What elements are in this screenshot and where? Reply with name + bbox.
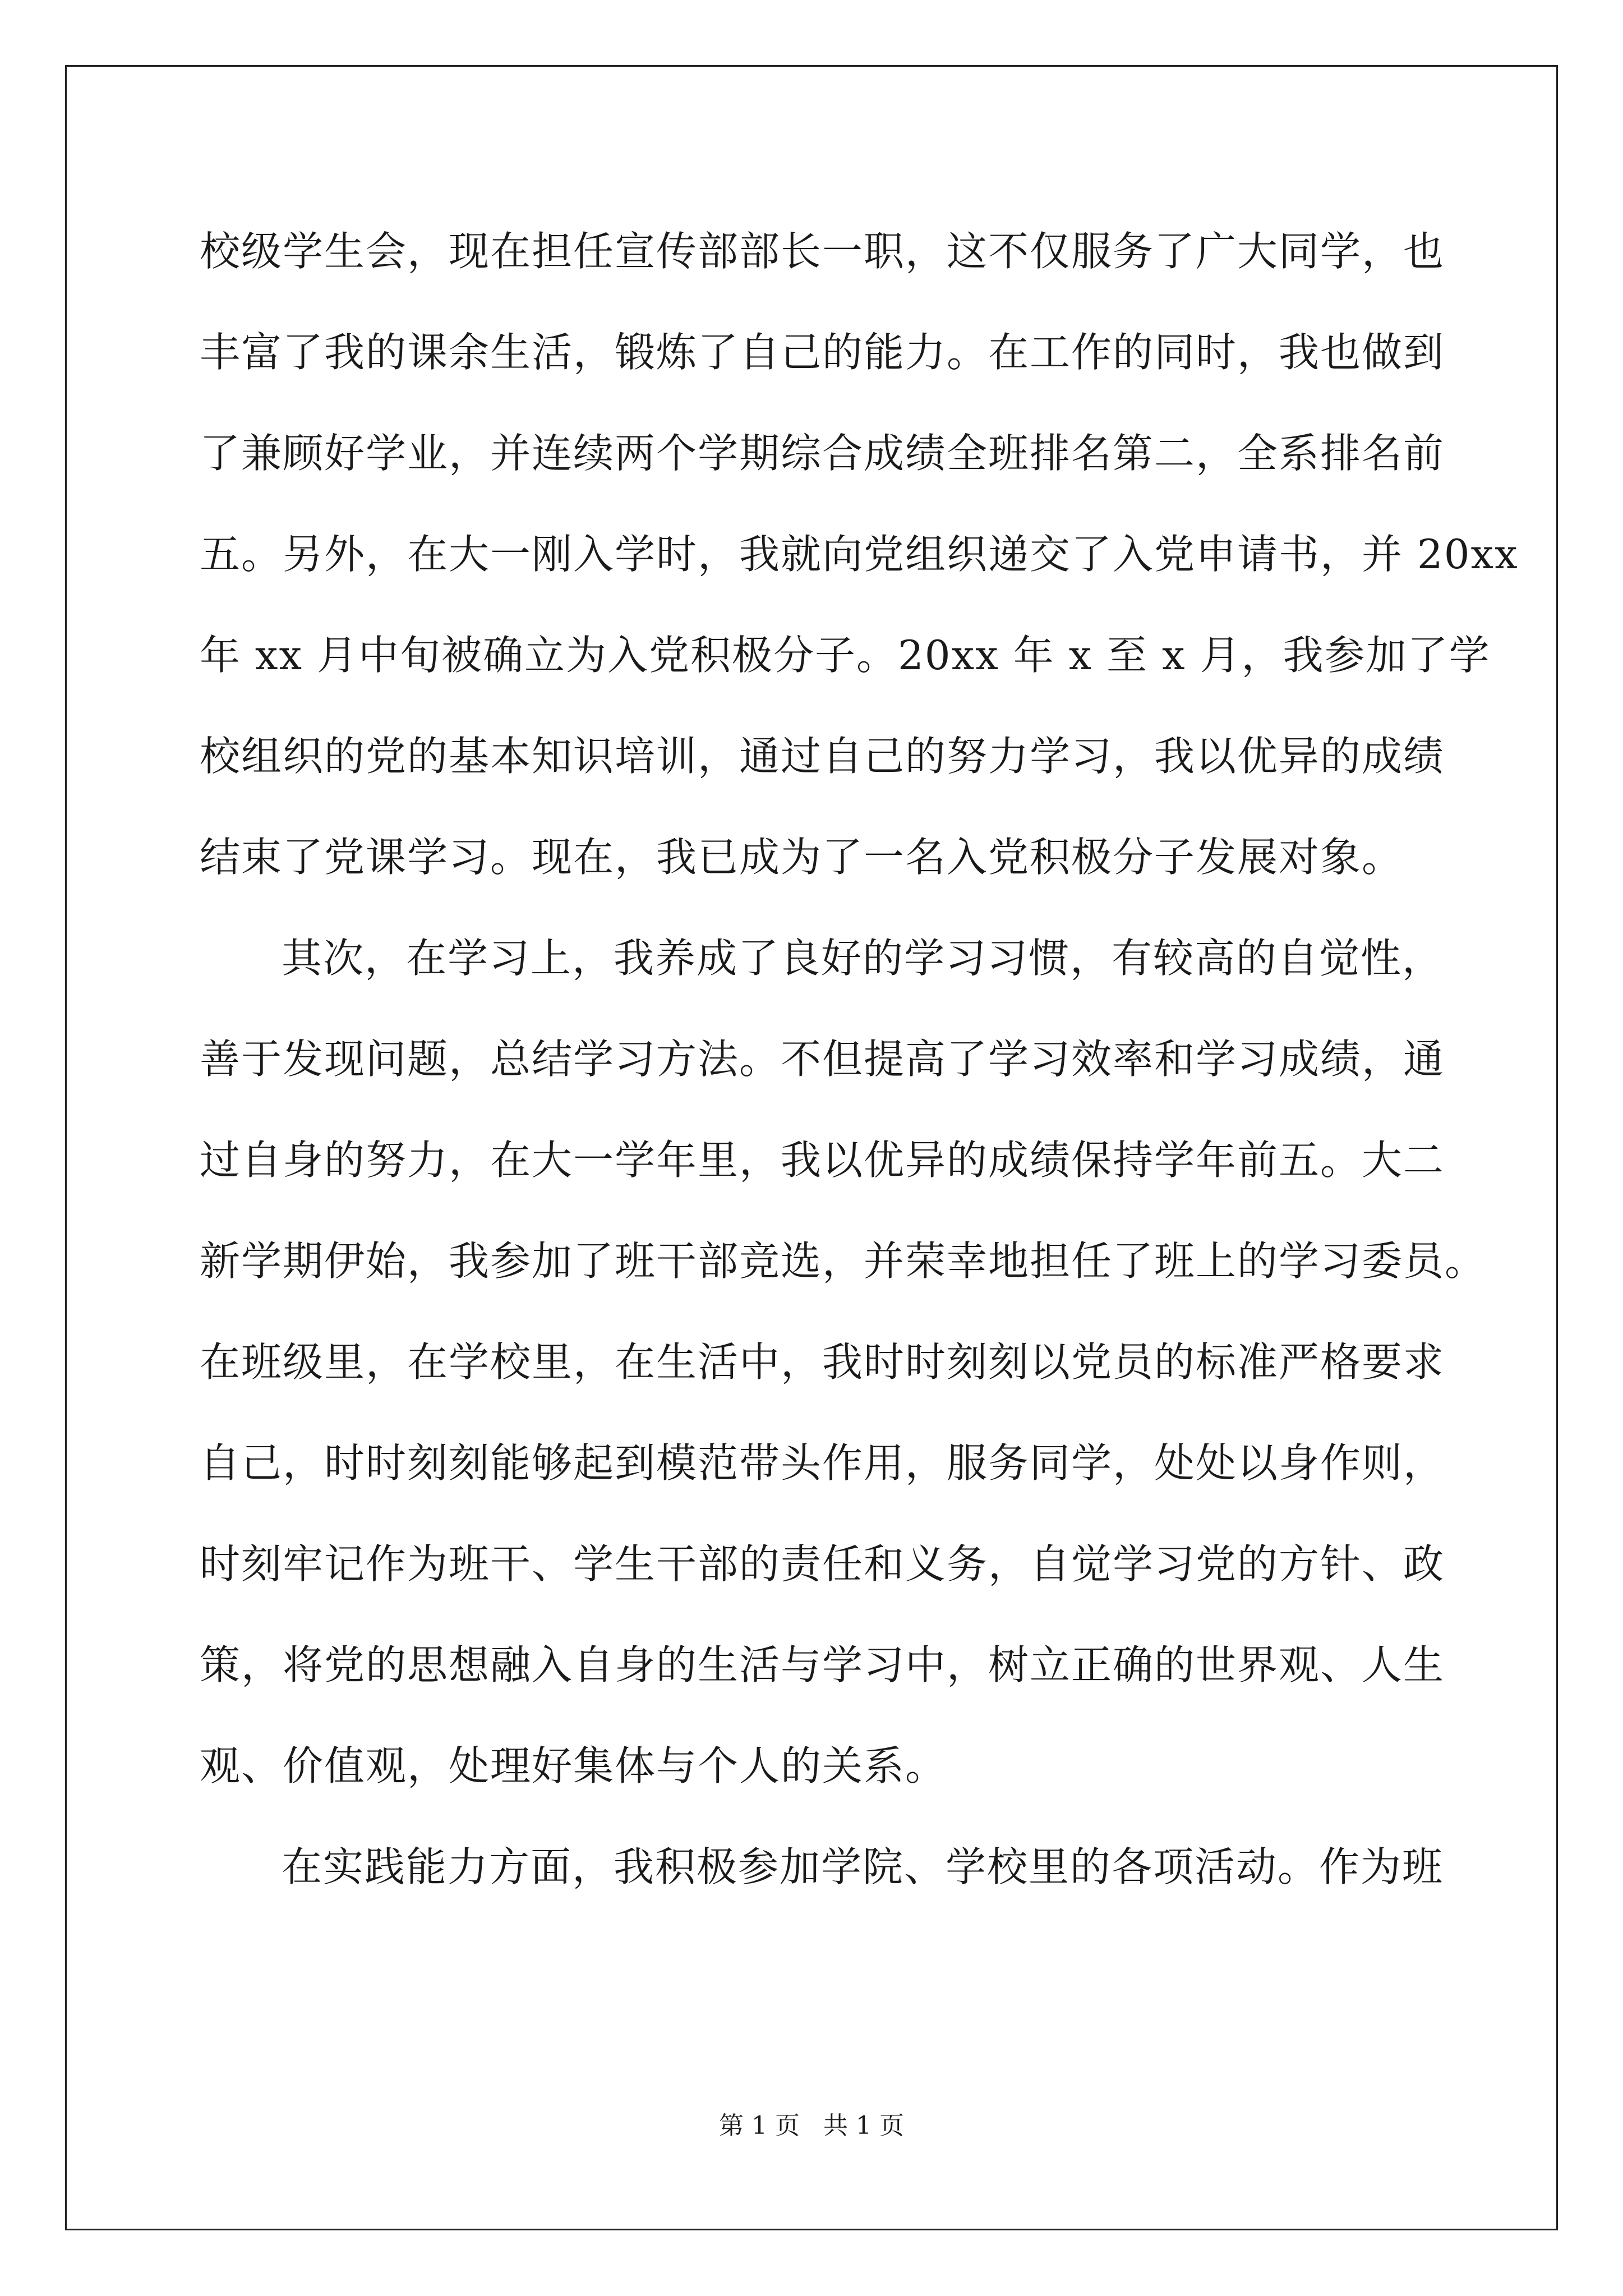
text-line: 观、价值观，处理好集体与个人的关系。 <box>200 1742 947 1789</box>
text-line: 策，将党的思想融入自身的生活与学习中，树立正确的世界观、人生 <box>200 1641 1445 1688</box>
paragraph-first-line: 其次，在学习上，我养成了良好的学习习惯，有较高的自觉性， <box>282 935 1444 982</box>
text-line: 校组织的党的基本知识培训，通过自己的努力学习，我以优异的成绩 <box>200 733 1445 780</box>
text-line: 校级学生会，现在担任宣传部部长一职，这不仅服务了广大同学，也 <box>200 228 1445 275</box>
text-line: 五。另外，在大一刚入学时，我就向党组织递交了入党申请书，并 20xx <box>200 531 1519 578</box>
text-line: 丰富了我的课余生活，锻炼了自己的能力。在工作的同时，我也做到 <box>200 329 1445 376</box>
text-line: 自己，时时刻刻能够起到模范带头作用，服务同学，处处以身作则， <box>200 1439 1445 1487</box>
page-number: 第 1 页 <box>719 2111 800 2140</box>
text-line: 过自身的努力，在大一学年里，我以优异的成绩保持学年前五。大二 <box>200 1137 1445 1184</box>
text-line: 善于发现问题，总结学习方法。不但提高了学习效率和学习成绩，通 <box>200 1036 1445 1083</box>
text-line: 结束了党课学习。现在，我已成为了一名入党积极分子发展对象。 <box>200 834 1404 881</box>
text-line: 在班级里，在学校里，在生活中，我时时刻刻以党员的标准严格要求 <box>200 1338 1445 1386</box>
page-footer <box>0 2109 1623 2143</box>
text-line: 时刻牢记作为班干、学生干部的责任和义务，自觉学习党的方针、政 <box>200 1540 1445 1588</box>
paragraph-first-line: 在实践能力方面，我积极参加学院、学校里的各项活动。作为班 <box>282 1843 1444 1890</box>
text-line: 新学期伊始，我参加了班干部竞选，并荣幸地担任了班上的学习委员。 <box>200 1237 1487 1285</box>
text-line: 了兼顾好学业，并连续两个学期综合成绩全班排名第二，全系排名前 <box>200 430 1445 477</box>
text-line: 年 xx 月中旬被确立为入党积极分子。20xx 年 x 至 x 月，我参加了学 <box>200 632 1491 679</box>
page-total: 共 1 页 <box>823 2111 904 2140</box>
